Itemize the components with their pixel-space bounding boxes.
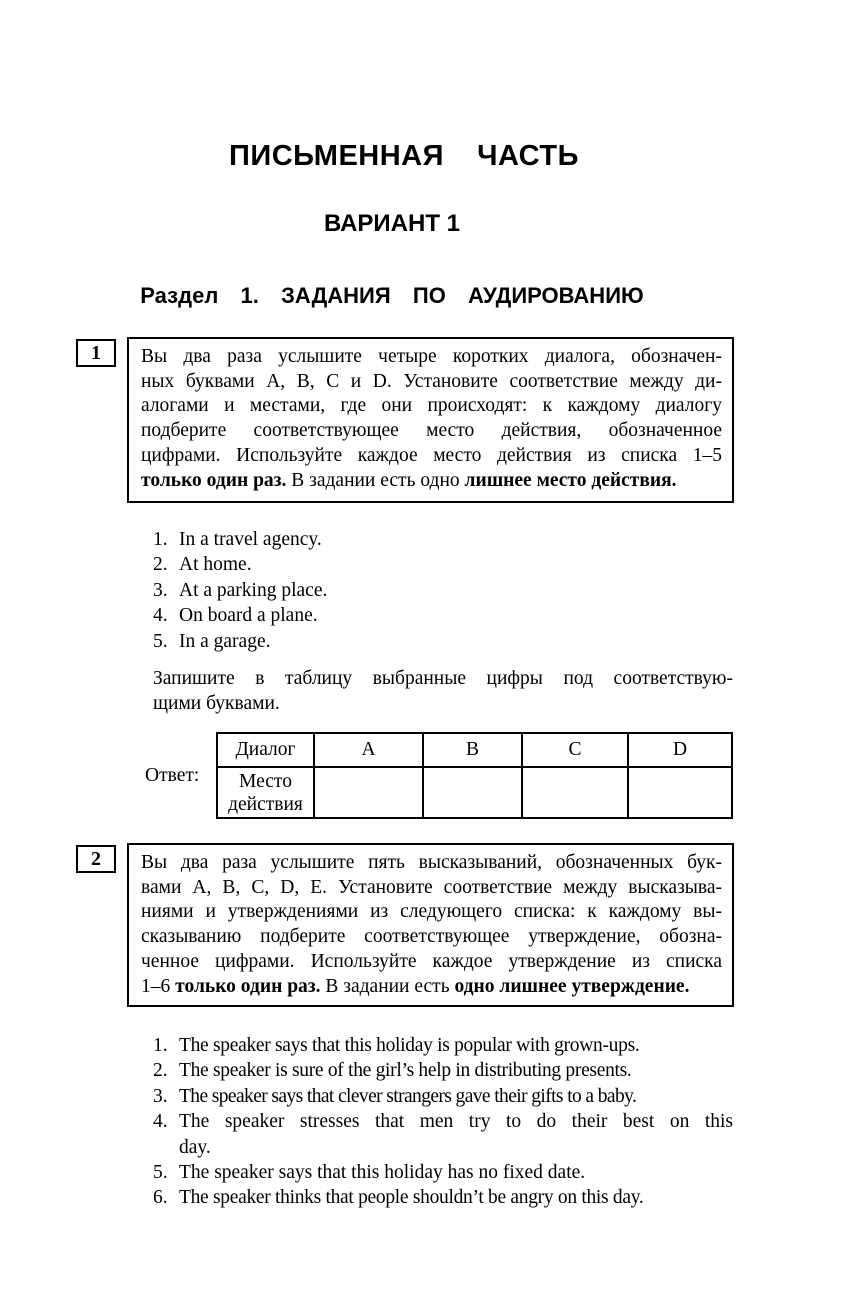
variant-title: ВАРИАНТ 1: [323, 210, 461, 237]
section-title: Раздел 1. ЗАДАНИЯ ПО АУДИРОВАНИЮ: [140, 283, 644, 308]
item-number: 3.: [153, 1085, 168, 1107]
item-text: At home.: [179, 554, 252, 576]
instruction-line: сказыванию подберите соответствующее утверждение, обозна-: [141, 926, 722, 948]
column-header-b: B: [423, 733, 522, 767]
list-item: [153, 1109, 733, 1160]
item-text: The speaker is sure of the girl’s help in distributing presents.: [179, 1060, 632, 1082]
list-item: [153, 527, 553, 552]
item-number: 1.: [153, 529, 168, 550]
item-number: 1.: [153, 1035, 168, 1056]
instruction-line: ниями и утверждениями из следующего списка: к каждому вы-: [141, 901, 722, 923]
emphasis-once: только один раз.: [141, 469, 287, 491]
instruction-text: В задании есть: [320, 975, 455, 997]
item-text: At a parking place.: [179, 579, 328, 601]
answer-cell-b[interactable]: [423, 767, 522, 818]
item-text: The speaker thinks that people shouldn’t be angry on this day.: [179, 1187, 644, 1209]
item-number: 5.: [153, 1162, 168, 1184]
emphasis-once: только один раз.: [175, 975, 321, 997]
item-number: 5.: [153, 630, 168, 652]
instruction-line: Вы два раза услышите пять высказываний, обозначенных бук-: [141, 852, 722, 873]
item-text: On board a plane.: [179, 605, 318, 627]
row-header-line: Место: [239, 770, 292, 792]
instruction-line-last: [141, 975, 722, 1000]
emphasis-extra: одно лишнее утверждение.: [454, 975, 690, 997]
row-header-place: [217, 767, 314, 818]
instruction-line: Вы два раза услышите четыре коротких диалога, обозначен-: [141, 346, 722, 367]
list-item: [153, 1084, 733, 1109]
table-instruction: [153, 666, 733, 716]
instruction-line-last: [141, 469, 722, 494]
list-item: [153, 629, 553, 654]
list-item: [153, 1185, 733, 1210]
row-header-line: действия: [228, 793, 303, 815]
item-text: In a garage.: [179, 630, 271, 652]
instruction-text: 1–6: [141, 975, 176, 997]
answer-cell-c[interactable]: [522, 767, 628, 818]
item-number: 4.: [153, 1111, 168, 1133]
task-number-1: 1: [76, 339, 116, 367]
item-number: 4.: [153, 605, 168, 627]
column-header-c: C: [522, 733, 628, 767]
list-item: [153, 1033, 733, 1058]
instruction-text: В задании есть одно: [286, 469, 465, 491]
task-1-options-list: [153, 527, 553, 654]
list-item: [153, 578, 553, 603]
answer-cell-a[interactable]: [314, 767, 423, 818]
item-number: 6.: [153, 1187, 168, 1209]
task-2-instruction-box: [127, 843, 734, 1007]
item-number: 2.: [153, 554, 168, 576]
instruction-line: ных буквами A, B, C и D. Установите соответствие между ди-: [141, 370, 722, 392]
item-text: In a travel agency.: [179, 529, 322, 550]
item-text: The speaker stresses that men try to do their best on this day.: [179, 1111, 733, 1158]
table-instruction-line: Запишите в таблицу выбранные цифры под соответствую-: [153, 668, 733, 689]
part-title: ПИСЬМЕННАЯ ЧАСТЬ: [229, 140, 579, 172]
list-item: [153, 1160, 733, 1185]
instruction-line: цифрами. Используйте каждое место действия из списка 1–5: [141, 444, 722, 466]
row-header-dialog: Диалог: [217, 733, 314, 767]
task-1-instruction-box: [127, 337, 734, 503]
item-text: The speaker says that this holiday has no fixed date.: [179, 1162, 586, 1184]
list-item: [153, 1058, 733, 1083]
answer-label: Ответ:: [145, 765, 200, 786]
instruction-line: вами A, B, C, D, E. Установите соответствие между высказыва-: [141, 876, 722, 898]
instruction-line: алогами и местами, где они происходят: к каждому диалогу: [141, 395, 722, 417]
instruction-line: подберите соответствующее место действия, обозначенное: [141, 420, 722, 442]
task-number-2: 2: [76, 845, 116, 873]
item-number: 2.: [153, 1060, 168, 1082]
column-header-a: A: [314, 733, 423, 767]
table-instruction-line: щими буквами.: [153, 693, 280, 714]
item-number: 3.: [153, 579, 168, 601]
instruction-line: ченное цифрами. Используйте каждое утверждение из списка: [141, 950, 722, 972]
answer-table: [216, 732, 733, 819]
column-header-d: D: [628, 733, 732, 767]
item-text: The speaker says that clever strangers gave their gifts to a baby.: [179, 1085, 637, 1107]
emphasis-extra: лишнее место действия.: [464, 469, 677, 491]
list-item: [153, 552, 553, 577]
list-item: [153, 603, 553, 628]
item-text: The speaker says that this holiday is popular with grown-ups.: [179, 1035, 640, 1056]
task-2-statements-list: [153, 1033, 733, 1211]
answer-cell-d[interactable]: [628, 767, 732, 818]
